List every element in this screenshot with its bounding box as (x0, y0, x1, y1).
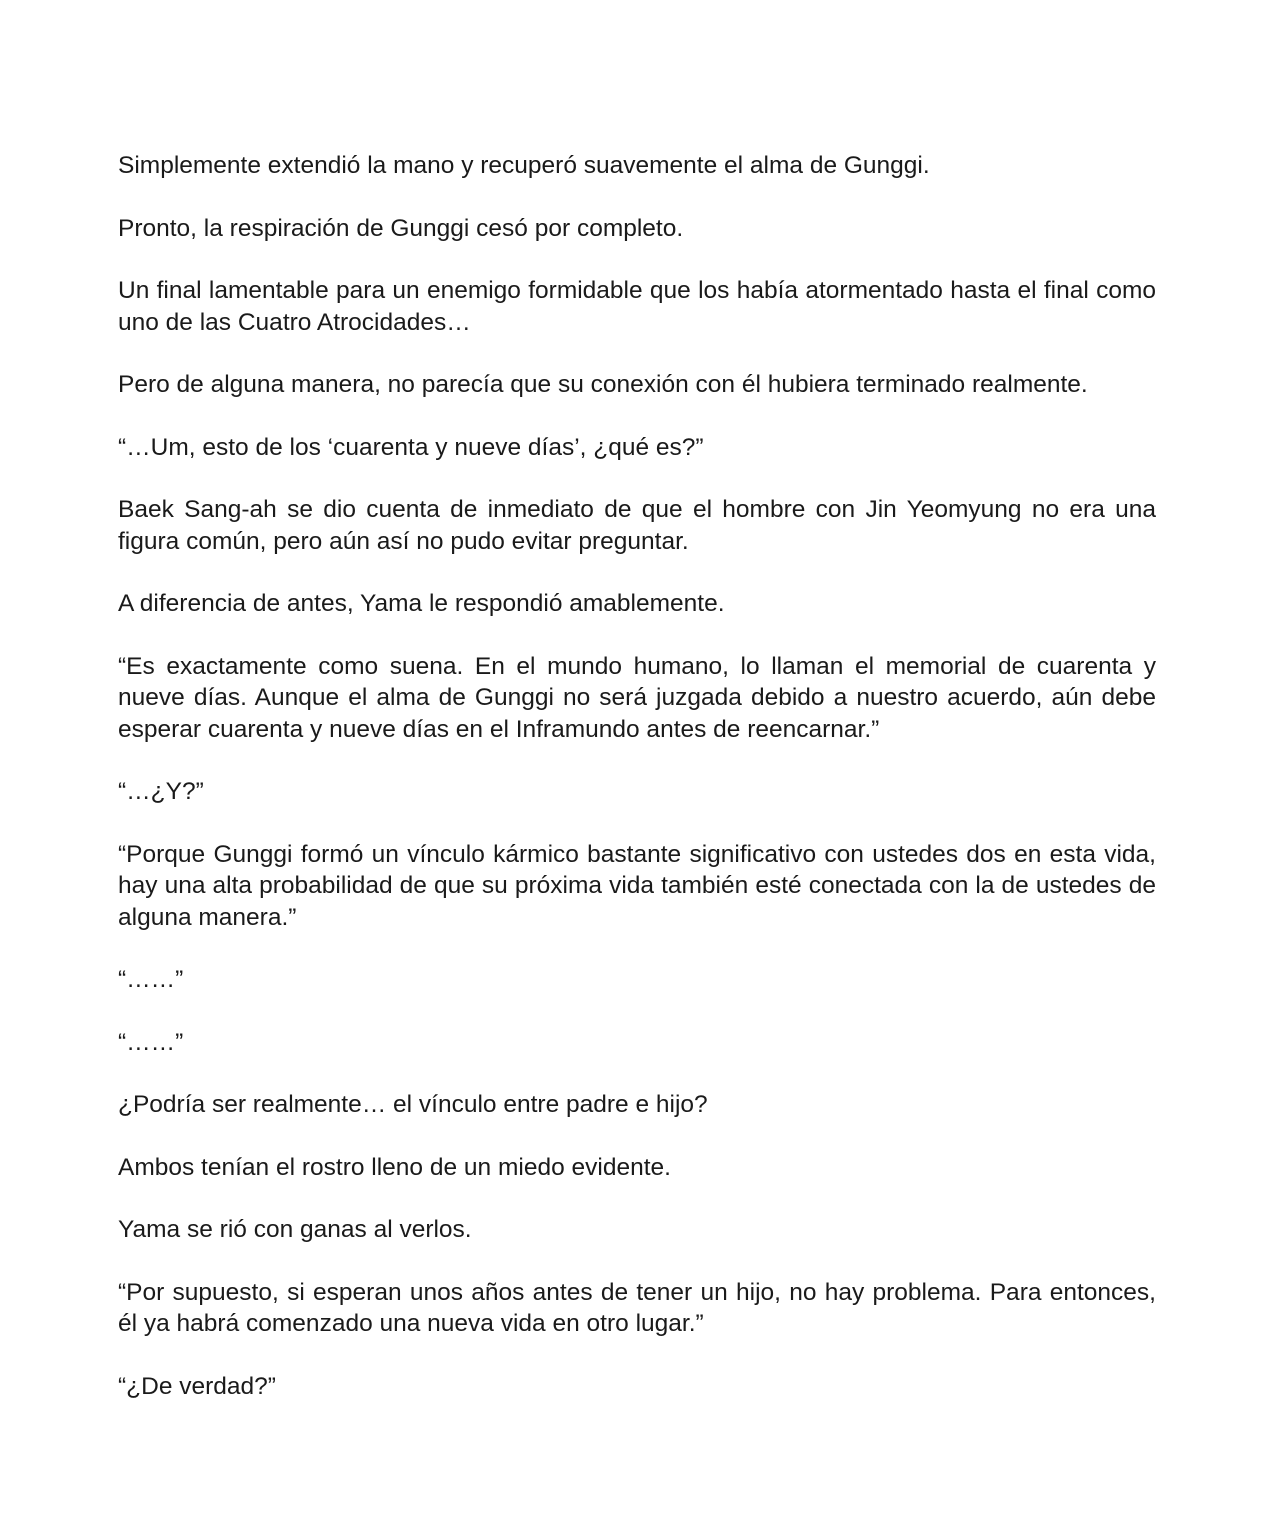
paragraph: Yama se rió con ganas al verlos. (118, 1216, 472, 1243)
paragraph: Simplemente extendió la mano y recuperó suavemente el alma de Gunggi. (118, 152, 930, 179)
paragraph: Ambos tenían el rostro lleno de un miedo evidente. (118, 1153, 671, 1181)
body-text (118, 150, 1156, 1433)
paragraph: “Es exactamente como suena. En el mundo humano, lo llaman el memorial de cuarenta y nueve días. Aunque el alma de Gunggi no será juzgada debido a nuestro acuerdo, aún debe esperar cuarenta y nueve días en el Inframundo antes de reencarnar.” (118, 652, 1156, 743)
paragraph: “……” (118, 1028, 184, 1056)
paragraph: “…¿Y?” (118, 778, 204, 805)
paragraph: ¿Podría ser realmente… el vínculo entre padre e hijo? (118, 1091, 708, 1118)
paragraph: “……” (118, 966, 184, 993)
paragraph: Pero de alguna manera, no parecía que su conexión con él hubiera terminado realmente. (118, 371, 1088, 398)
paragraph: “…Um, esto de los ‘cuarenta y nueve días’, ¿qué es?” (118, 433, 704, 461)
paragraph: “Porque Gunggi formó un vínculo kármico bastante significativo con ustedes dos en esta vida, hay una alta probabilidad de que su próxima vida también esté conectada con la de ustedes de alguna manera.” (118, 840, 1156, 931)
paragraph: A diferencia de antes, Yama le respondió amablemente. (118, 590, 725, 617)
paragraph: “¿De verdad?” (118, 1372, 276, 1400)
paragraph: Un final lamentable para un enemigo formidable que los había atormentado hasta el final como uno de las Cuatro Atrocidades… (118, 277, 1156, 336)
paragraph: “Por supuesto, si esperan unos años antes de tener un hijo, no hay problema. Para entonces, él ya habrá comenzado una nueva vida en otro lugar.” (118, 1278, 1156, 1337)
paragraph: Pronto, la respiración de Gunggi cesó por completo. (118, 214, 684, 242)
paragraph: Baek Sang-ah se dio cuenta de inmediato de que el hombre con Jin Yeomyung no era una figura común, pero aún así no pudo evitar preguntar. (118, 496, 1156, 555)
